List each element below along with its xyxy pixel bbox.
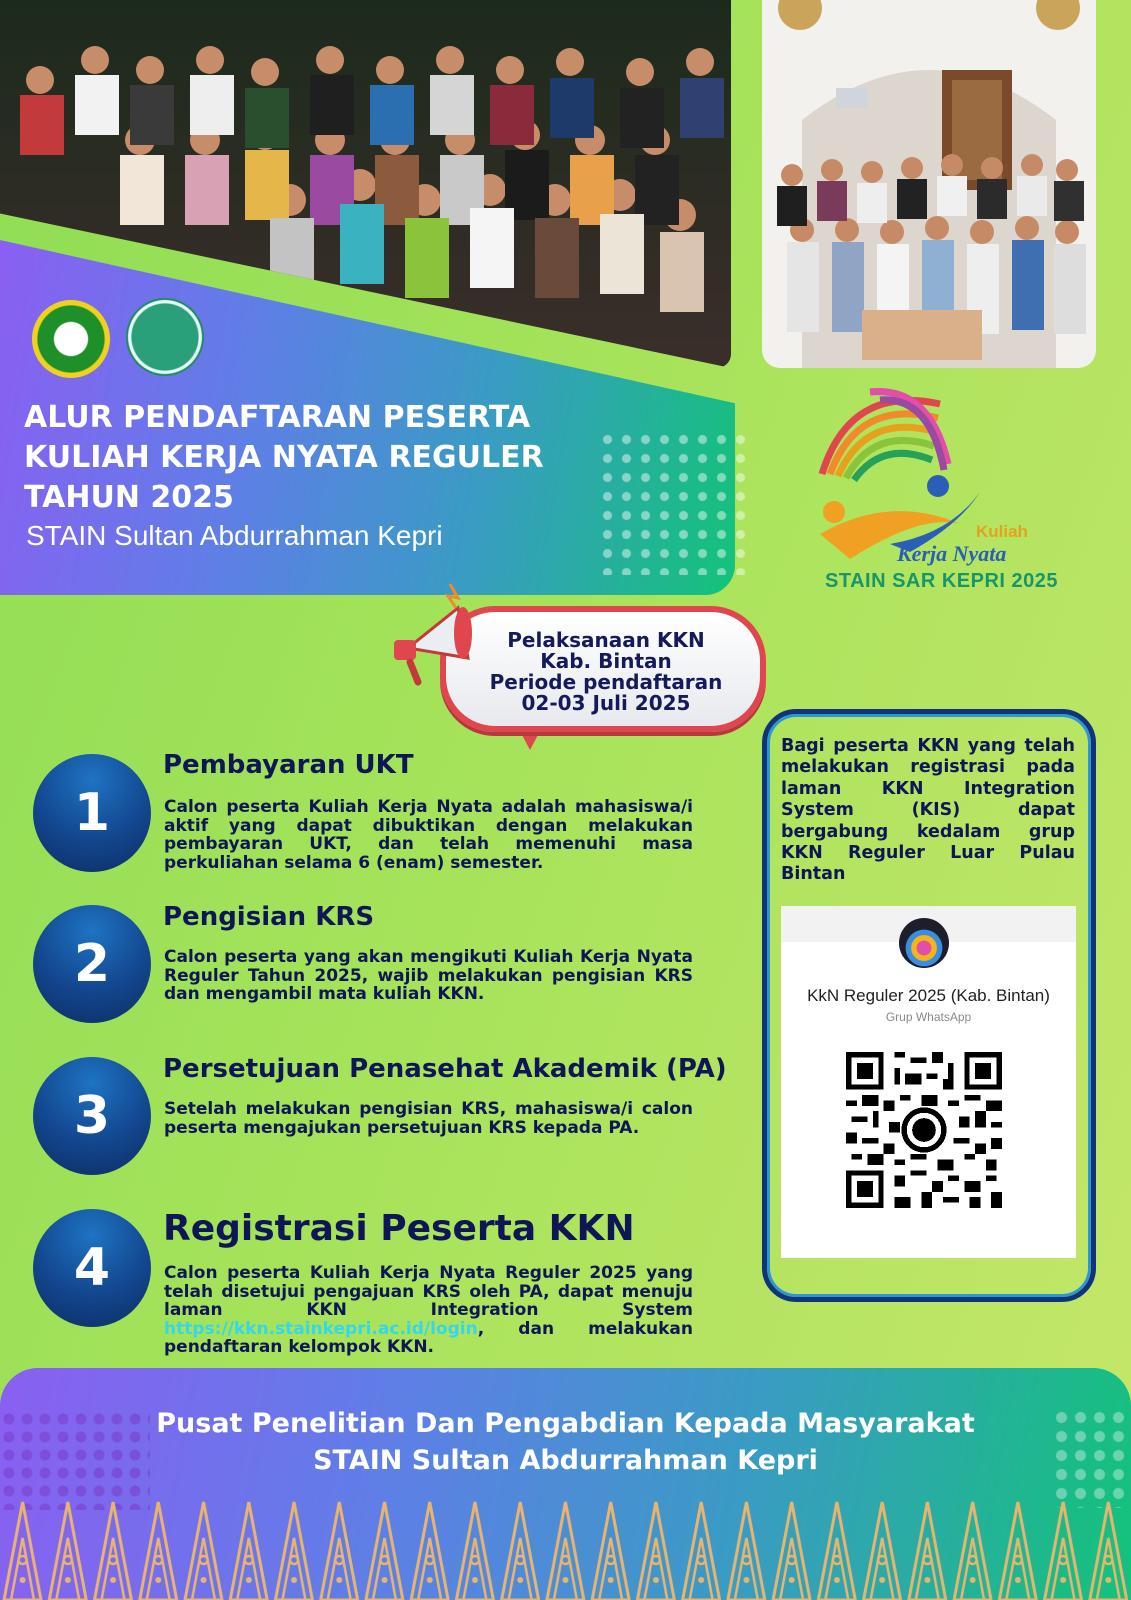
qr-code[interactable] — [846, 1052, 1002, 1208]
step-4-body — [164, 1264, 693, 1357]
step-1-heading: Pembayaran UKT — [163, 750, 414, 780]
step-2-number: 2 — [33, 905, 151, 1023]
kkn-logo-line-3: STAIN SAR KEPRI 2025 — [825, 570, 1059, 592]
step-2-body: Calon peserta yang akan mengikuti Kuliah Kerja Nyata Reguler Tahun 2025, wajib melakukan pengisian KRS dan mengambil mata kuliah KKN. — [164, 947, 693, 1005]
footer-line-2: STAIN Sultan Abdurrahman Kepri — [313, 1445, 818, 1476]
announcement-line-3: Periode pendaftaran — [489, 670, 723, 694]
footer-line-1: Pusat Penelitian Dan Pengabdian Kepada Masyarakat — [156, 1408, 975, 1439]
group-name: KkN Reguler 2025 (Kab. Bintan) — [807, 986, 1050, 1005]
kis-login-link[interactable]: https://kkn.stainkepri.ac.id/login — [164, 1318, 478, 1339]
kkn-logo-line-1: Kuliah — [976, 522, 1028, 541]
footer-text — [0, 1405, 1131, 1479]
step-1-body: Calon peserta Kuliah Kerja Nyata adalah mahasiswa/i aktif yang dapat dibuktikan dengan melakukan pembayaran UKT, dan telah memenuhi masa perkuliahan selama 6 (enam) semester. — [164, 797, 693, 873]
step-4-number: 4 — [33, 1209, 151, 1327]
kkn-logo-line-2: Kerja Nyata — [897, 541, 1007, 566]
title-line-3: TAHUN 2025 — [24, 480, 234, 515]
page-title — [24, 398, 644, 518]
institute-logo — [126, 298, 204, 376]
pucuk-rebung-ornament — [0, 1498, 1131, 1600]
step-3-body: Setelah melakukan pengisian KRS, mahasiswa/i calon peserta mengajukan persetujuan KRS kepada PA. — [164, 1099, 693, 1138]
step-1-number: 1 — [33, 754, 151, 872]
step-3-heading: Persetujuan Penasehat Akademik (PA) — [163, 1054, 727, 1084]
step-3-number: 3 — [33, 1057, 151, 1175]
panel-text: Bagi peserta KKN yang telah melakukan registrasi pada laman KKN Integration System (KIS) dapat bergabung kedalam grup KKN Reguler Luar Pulau Bintan — [781, 736, 1075, 885]
step-2-heading: Pengisian KRS — [163, 902, 375, 932]
group-avatar — [899, 918, 949, 968]
announcement-line-4: 02-03 Juli 2025 — [521, 691, 691, 715]
ministry-logo — [32, 300, 110, 378]
announcement-text — [466, 630, 746, 714]
announcement-line-1: Pelaksanaan KKN — [507, 628, 705, 652]
group-photo-mosque — [762, 0, 1096, 368]
page-subtitle: STAIN Sultan Abdurrahman Kepri — [26, 520, 443, 551]
step-4-body-tail: , dan melakukan pendaftaran kelompok KKN. — [164, 1318, 693, 1358]
title-line-1: ALUR PENDAFTARAN PESERTA — [24, 400, 531, 435]
step-4-body-text: Calon peserta Kuliah Kerja Nyata Reguler 2025 yang telah disetujui pengajuan KRS oleh PA, dapat menuju laman KKN Integration System — [164, 1263, 693, 1321]
title-line-2: KULIAH KERJA NYATA REGULER — [24, 440, 544, 475]
announcement-line-2: Kab. Bintan — [540, 649, 672, 673]
step-4-heading: Registrasi Peserta KKN — [163, 1208, 635, 1249]
group-type: Grup WhatsApp — [885, 1010, 972, 1024]
